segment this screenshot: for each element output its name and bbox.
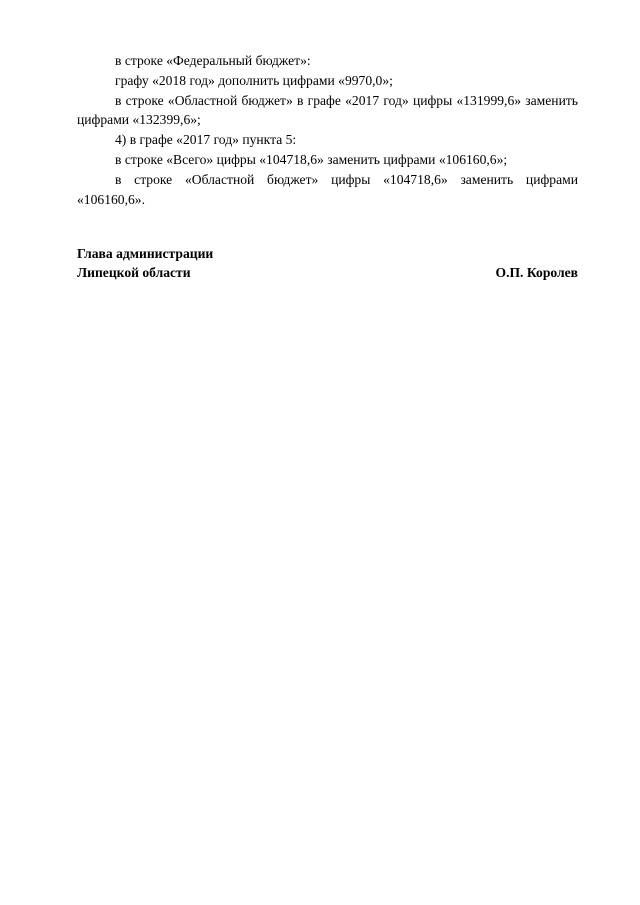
paragraph-federal-budget: в строке «Федеральный бюджет»: — [115, 53, 311, 68]
paragraph-item-4: 4) в графе «2017 год» пункта 5: — [115, 132, 297, 148]
signature-row-1 — [77, 244, 578, 263]
signature-row-2 — [77, 263, 578, 282]
paragraph-total-row: в строке «Всего» цифры «104718,6» заменить цифрами «106160,6»; — [115, 151, 508, 167]
paragraph-regional-budget-row: в строке «Областной бюджет» цифры «104718,6» заменить цифрами «106160,6». — [77, 171, 578, 207]
amendment-text — [77, 51, 578, 209]
signatory-position-line1: Глава администрации — [77, 246, 214, 261]
signature-block — [77, 244, 578, 283]
paragraph-regional-budget-2017: в строке «Областной бюджет» в графе «2017 год» цифры «131999,6» заменить цифрами «132399,6»; — [77, 92, 578, 128]
signatory-name: О.П. Королев — [495, 265, 578, 281]
paragraph-2018-addition: графу «2018 год» дополнить цифрами «9970,0»; — [115, 72, 393, 88]
signatory-position-line2: Липецкой области — [77, 265, 191, 281]
